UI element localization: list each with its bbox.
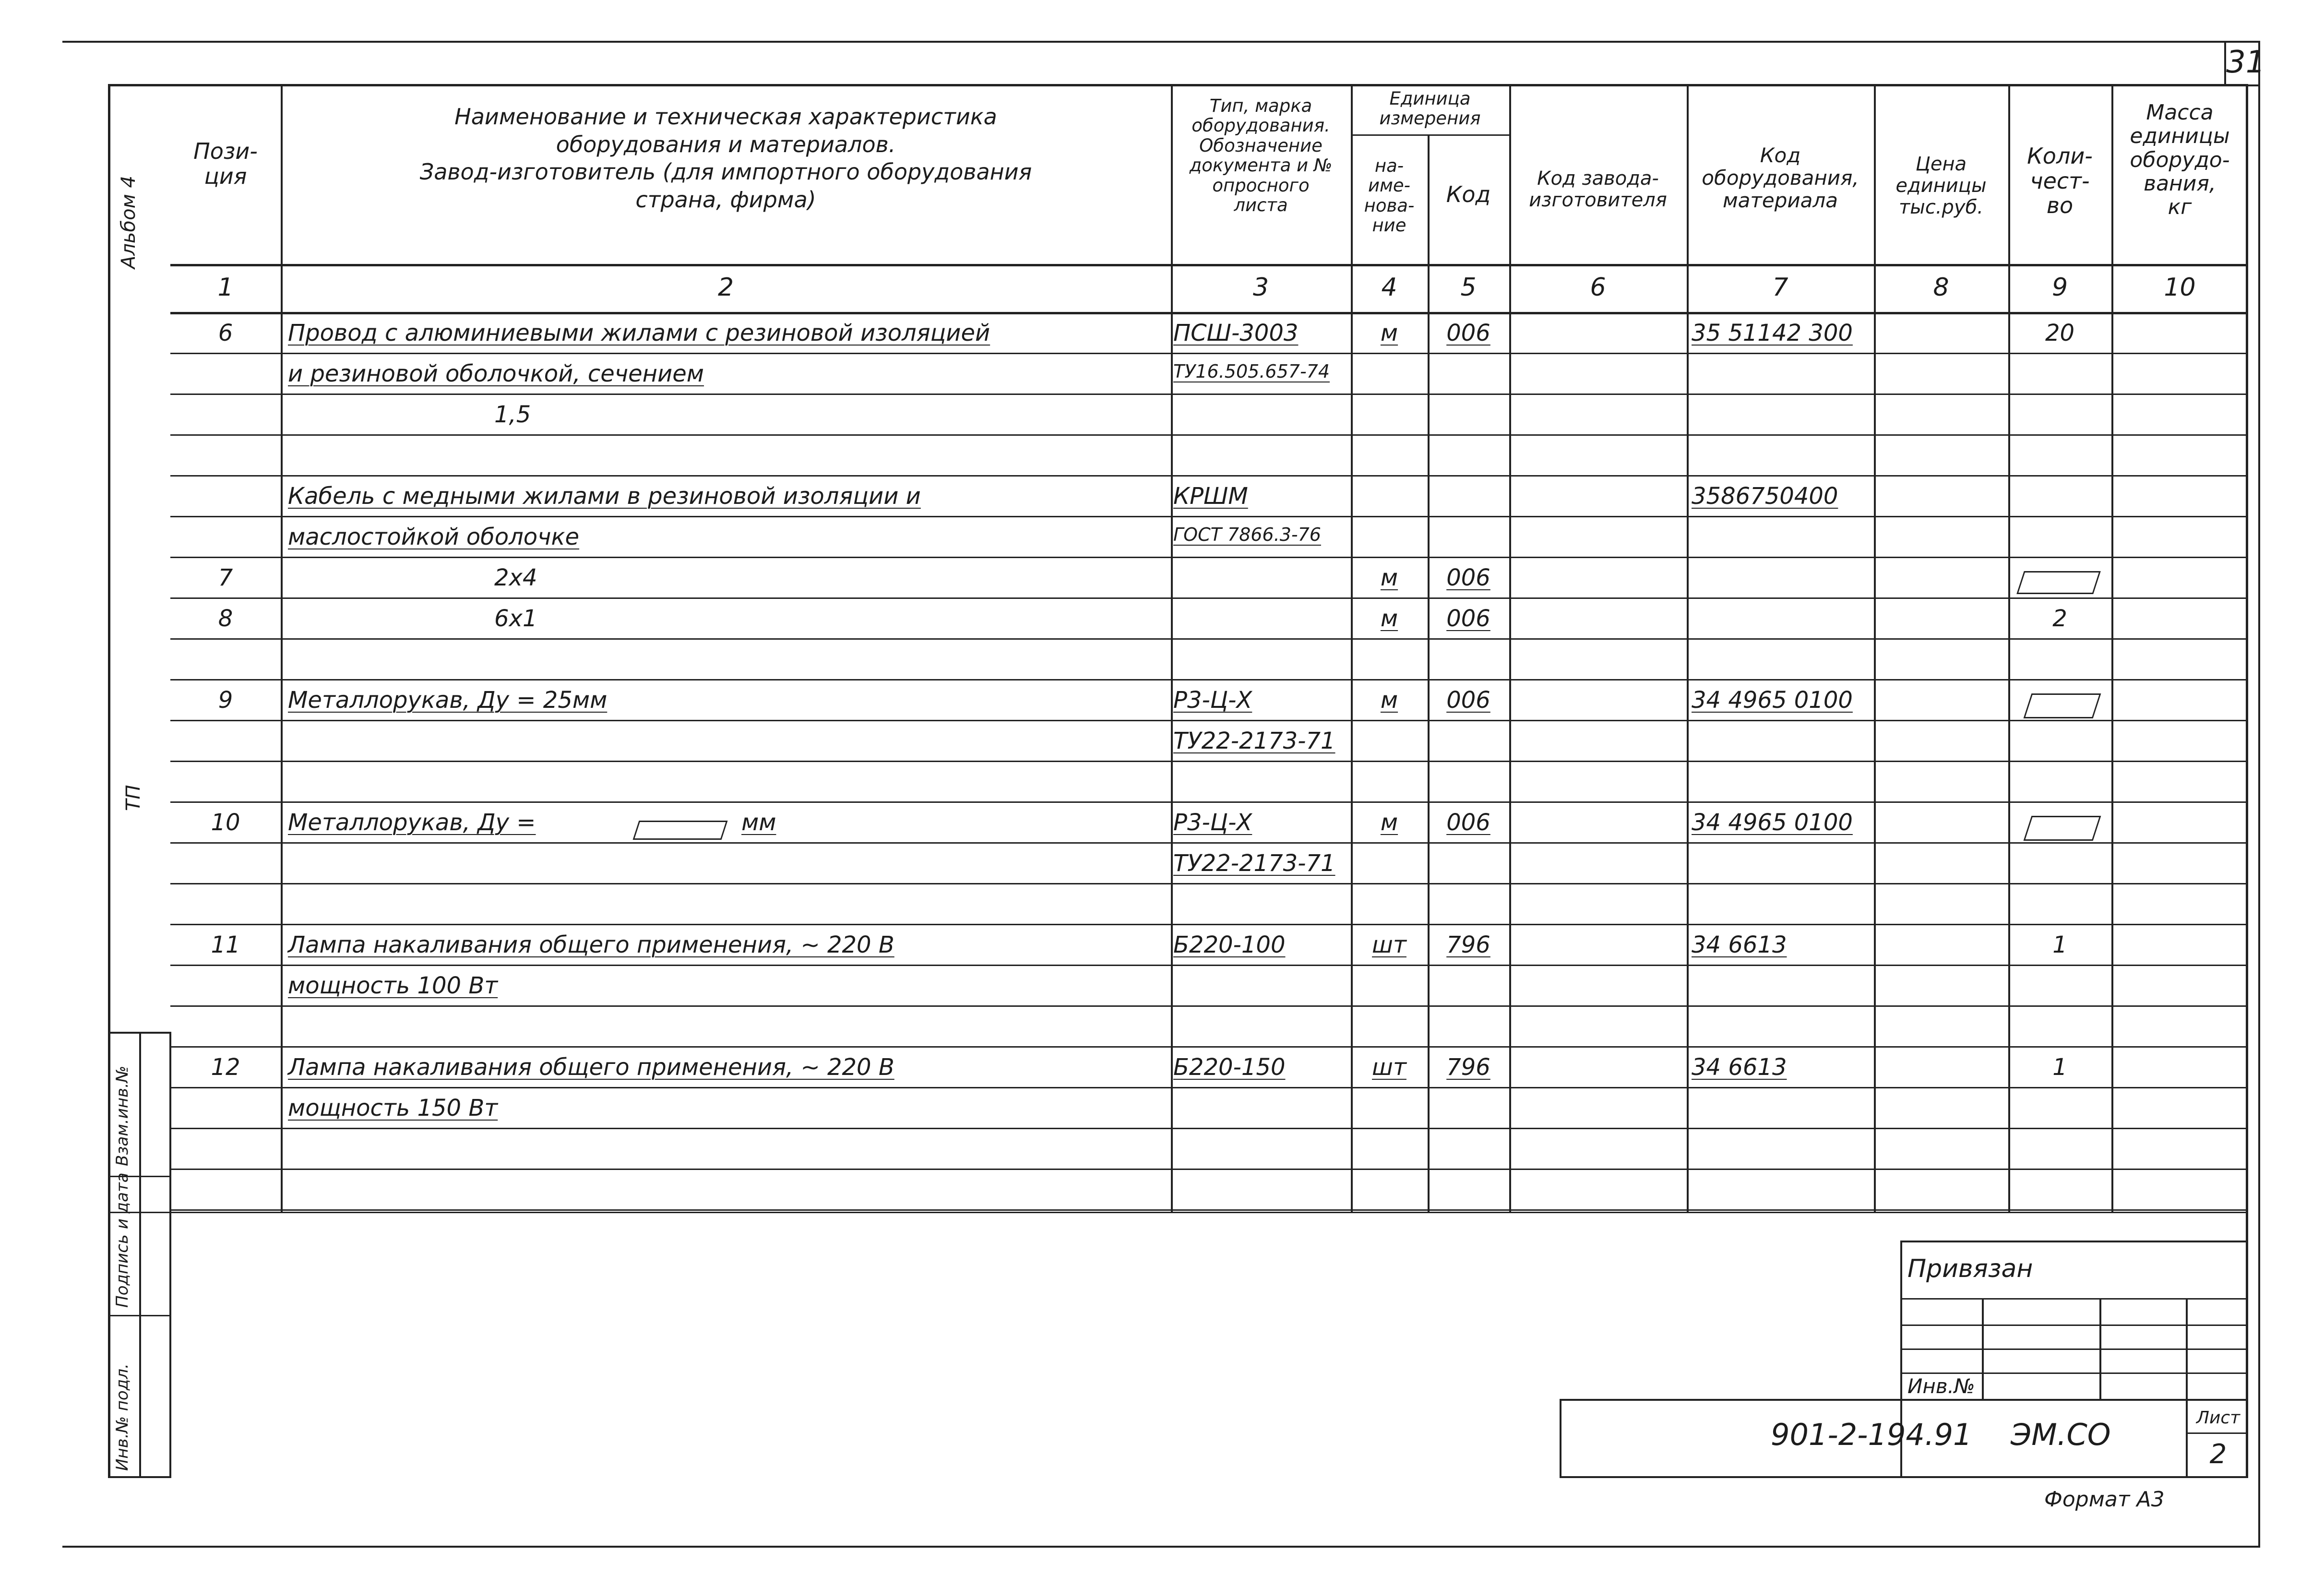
cell-name: 2х4 [494, 564, 537, 591]
stamp-line [2099, 1298, 2101, 1399]
cell-unit: шт [1372, 931, 1406, 958]
row-divider [170, 353, 2248, 354]
cell-pos: 6 [218, 320, 233, 346]
row-divider [170, 516, 2248, 517]
colnum-bottom [170, 312, 2248, 314]
cell-code: 796 [1446, 1054, 1490, 1081]
cell-pos: 11 [211, 931, 240, 958]
cell-unit: м [1380, 687, 1398, 714]
row-divider [170, 761, 2248, 762]
col-divider [1171, 84, 1173, 1212]
cell-qty: 1 [2052, 931, 2067, 958]
cell-unit: м [1380, 809, 1398, 836]
table-bottom [108, 1212, 2248, 1213]
col-divider [2008, 84, 2010, 1212]
hdr-quantity: Коли- чест- во [2027, 143, 2093, 219]
cell-name: Металлорукав, Ду = 25мм [288, 687, 608, 714]
blank-quantity-box [2024, 693, 2101, 718]
cell-code: 006 [1446, 809, 1490, 836]
col-divider [281, 84, 283, 1212]
hdr-position: Пози- ция [193, 138, 258, 189]
cell-name: маслостойкой оболочке [288, 524, 580, 550]
cell-unit: м [1380, 605, 1398, 632]
cell-code: 796 [1446, 931, 1490, 958]
col-divider [1351, 84, 1353, 1212]
cell-name: Металлорукав, Ду = [288, 809, 536, 836]
header-bottom [170, 264, 2248, 266]
blank-diameter-box [633, 821, 728, 840]
list-value: 2 [2209, 1439, 2227, 1470]
cell-name: 1,5 [494, 401, 531, 428]
row-divider [170, 434, 2248, 436]
row-divider [170, 924, 2248, 925]
stamp-line [1900, 1372, 2248, 1374]
cell-name: мощность 100 Вт [288, 972, 498, 999]
cell-type: ТУ22-2173-71 [1173, 728, 1335, 754]
cell-qty: 1 [2052, 1054, 2067, 1081]
cell-unit: м [1380, 564, 1398, 591]
inv-no-label: Инв.№ [1907, 1374, 1975, 1398]
sign-date-label: Подпись и дата [113, 1172, 132, 1308]
blank-quantity-box [2024, 816, 2101, 841]
colnum-3: 3 [1252, 273, 1269, 302]
row-divider [170, 965, 2248, 966]
colnum-7: 7 [1772, 273, 1788, 302]
cell-type: Р3-Ц-Х [1173, 809, 1252, 836]
row-divider [170, 1046, 2248, 1048]
cell-type: КРШМ [1173, 483, 1248, 510]
row-divider [170, 720, 2248, 721]
cell-pos: 10 [211, 809, 240, 836]
colnum-9: 9 [2051, 273, 2068, 302]
colnum-2: 2 [717, 273, 734, 302]
cell-name: 6х1 [494, 605, 537, 632]
row-divider [170, 883, 2248, 884]
sheet-code: ЭМ.СО [2011, 1417, 2111, 1452]
cell-qty: 20 [2045, 320, 2075, 346]
hdr-unit-code: Код [1446, 181, 1491, 207]
col-divider [2111, 84, 2113, 1212]
cell-type: ПСШ-3003 [1173, 320, 1299, 346]
row-divider [170, 1128, 2248, 1129]
cell-pos: 8 [218, 605, 233, 632]
format-note: Формат А3 [2044, 1487, 2165, 1512]
cell-mat: 34 6613 [1692, 931, 1787, 958]
stamp-line [1900, 1298, 2248, 1300]
cell-name-suffix: мм [741, 809, 776, 836]
colnum-8: 8 [1933, 273, 1949, 302]
col-divider [1687, 84, 1689, 1212]
cell-name: и резиновой оболочкой, сечением [288, 360, 704, 387]
colnum-6: 6 [1590, 273, 1606, 302]
colnum-10: 10 [2164, 273, 2196, 302]
inv-podl-label: Инв.№ подл. [113, 1363, 132, 1471]
row-divider [170, 679, 2248, 680]
cell-mat: 3586750400 [1692, 483, 1838, 510]
doc-code: 901-2-194.91 [1771, 1417, 1972, 1452]
list-label: Лист [2196, 1408, 2241, 1428]
row-divider [170, 638, 2248, 640]
hdr-mass: Масса единицы оборудо- вания, кг [2130, 100, 2230, 220]
cell-type: Р3-Ц-Х [1173, 687, 1252, 714]
cell-pos: 12 [211, 1054, 240, 1081]
unit-group-divider [1351, 134, 1509, 136]
stamp-line [1982, 1298, 1984, 1399]
cell-type: Б220-150 [1173, 1054, 1286, 1081]
row-divider [170, 842, 2248, 844]
cell-mat: 34 4965 0100 [1692, 809, 1853, 836]
album-label: Альбом 4 [118, 176, 140, 269]
tp-label: ТП [122, 785, 144, 811]
cell-qty: 2 [2052, 605, 2067, 632]
row-divider [170, 1209, 2248, 1211]
row-divider [170, 801, 2248, 803]
cell-type: ТУ22-2173-71 [1173, 850, 1335, 877]
privyazan-label: Привязан [1907, 1254, 2033, 1283]
cell-name: Лампа накаливания общего применения, ~ 220 В [288, 1054, 894, 1081]
hdr-name: Наименование и техническая характеристика оборудования и материалов. Завод-изготовитель (для импортного оборудования страна, фирма) [419, 104, 1032, 213]
hdr-equip-code: Код оборудования, материала [1702, 143, 1859, 213]
cell-name: Провод с алюминиевыми жилами с резиновой изоляцией [288, 320, 990, 346]
row-divider [170, 475, 2248, 477]
cell-type: ТУ16.505.657-74 [1173, 361, 1330, 382]
cell-type: Б220-100 [1173, 931, 1286, 958]
colnum-1: 1 [217, 273, 234, 302]
hdr-type: Тип, марка оборудования. Обозначение документа и № опросного листа [1189, 95, 1333, 216]
row-divider [170, 394, 2248, 395]
hdr-plant-code: Код завода- изготовителя [1529, 167, 1667, 211]
row-divider [170, 557, 2248, 558]
cell-pos: 7 [218, 564, 233, 591]
stamp-line [1900, 1324, 2248, 1326]
cell-pos: 9 [218, 687, 233, 714]
colnum-4: 4 [1381, 273, 1397, 302]
cell-mat: 35 51142 300 [1692, 320, 1853, 346]
cell-code: 006 [1446, 687, 1490, 714]
blank-quantity-box [2016, 571, 2101, 594]
cell-unit: шт [1372, 1054, 1406, 1081]
cell-type: ГОСТ 7866.3-76 [1173, 524, 1321, 545]
inv-vzam-label: Взам.инв.№ [113, 1065, 132, 1166]
col-divider [1509, 84, 1511, 1212]
cell-mat: 34 6613 [1692, 1054, 1787, 1081]
row-divider [170, 597, 2248, 599]
cell-name: Кабель с медными жилами в резиновой изоляции и [288, 483, 921, 510]
hdr-unit-group: Единица измерения [1379, 88, 1481, 129]
row-divider [170, 1169, 2248, 1170]
cell-unit: м [1380, 320, 1398, 346]
stamp-line [1900, 1348, 2248, 1350]
sheet-number: 31 [2224, 41, 2260, 86]
row-divider [170, 1005, 2248, 1007]
cell-code: 006 [1446, 605, 1490, 632]
cell-name: мощность 150 Вт [288, 1095, 498, 1122]
col-divider [1874, 84, 1876, 1212]
cell-mat: 34 4965 0100 [1692, 687, 1853, 714]
cell-code: 006 [1446, 320, 1490, 346]
colnum-5: 5 [1460, 273, 1477, 302]
hdr-price: Цена единицы тыс.руб. [1895, 153, 1987, 218]
row-divider [170, 1087, 2248, 1088]
cell-code: 006 [1446, 564, 1490, 591]
cell-name: Лампа накаливания общего применения, ~ 220 В [288, 931, 894, 958]
hdr-unit-name: на- име- нова- ние [1364, 155, 1415, 236]
